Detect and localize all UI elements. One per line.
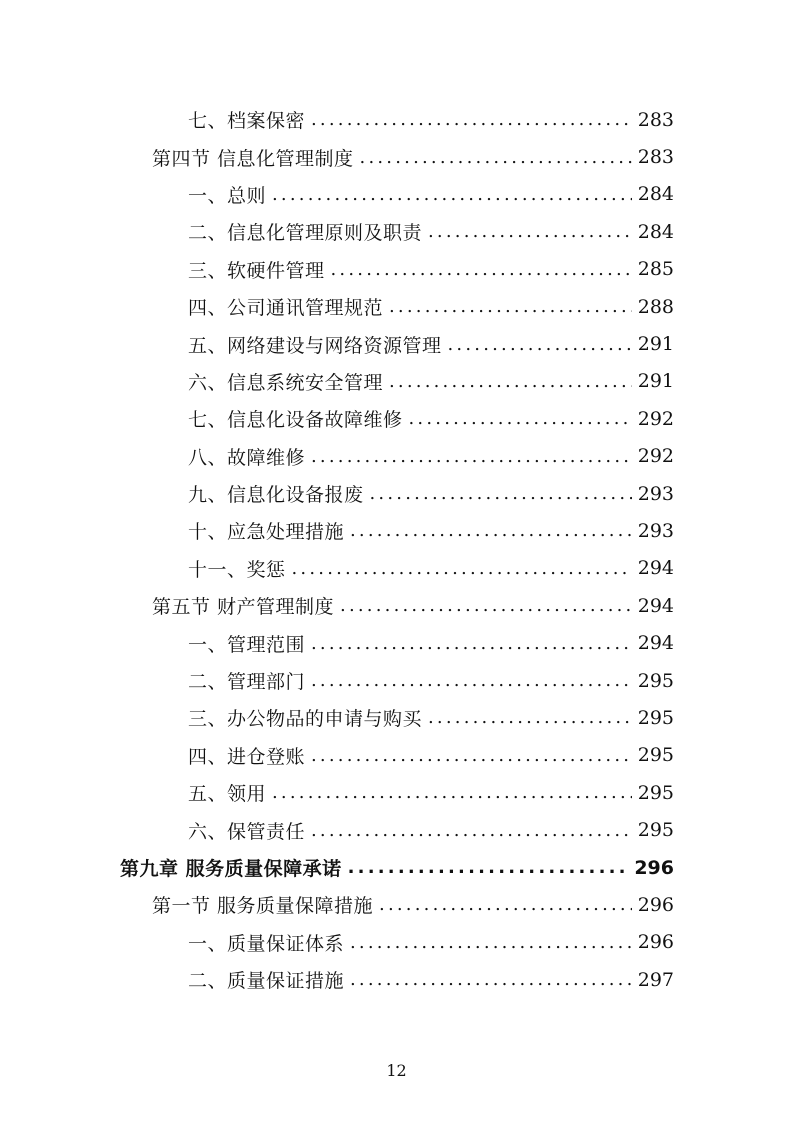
toc-entry-page: 291: [637, 370, 674, 393]
toc-entry-title: 八、故障维修: [188, 446, 306, 469]
toc-dot-leader: [428, 707, 632, 728]
toc-entry-page: 292: [637, 445, 674, 468]
toc-entry-title: 二、信息化管理原则及职责: [188, 222, 423, 245]
toc-entry-page: 292: [637, 407, 674, 430]
toc-entry-page: 296: [637, 931, 674, 954]
toc-entry-page: 296: [637, 893, 674, 916]
toc-subsection-entry[interactable]: [0, 325, 793, 362]
toc-section-entry[interactable]: [0, 138, 793, 175]
toc-section-entry[interactable]: [0, 886, 793, 923]
toc-entry-page: 283: [637, 108, 674, 131]
toc-dot-leader: [428, 221, 632, 242]
toc-entry-page: 295: [637, 706, 674, 729]
toc-entry-page: 295: [637, 819, 674, 842]
toc-entry-title: 五、领用: [188, 783, 267, 806]
toc-subsection-entry[interactable]: [0, 101, 793, 138]
toc-entry-page: 284: [637, 183, 674, 206]
toc-entry-title: 五、网络建设与网络资源管理: [188, 334, 442, 357]
toc-subsection-entry[interactable]: [0, 624, 793, 661]
toc-entry-title: 第九章 服务质量保障承诺: [120, 858, 342, 880]
toc-subsection-entry[interactable]: [0, 737, 793, 774]
toc-entry-page: 297: [637, 968, 674, 991]
toc-chapter-entry[interactable]: [0, 849, 793, 886]
toc-entry-page: 294: [637, 632, 674, 655]
toc-entry-title: 第四节 信息化管理制度: [152, 147, 354, 170]
toc-dot-leader: [350, 520, 632, 541]
toc-dot-leader: [311, 446, 632, 467]
toc-entry-page: 293: [637, 482, 674, 505]
toc-entry-page: 291: [637, 333, 674, 356]
table-of-contents: [0, 101, 793, 998]
toc-entry-page: 283: [637, 146, 674, 169]
toc-dot-leader: [272, 782, 632, 803]
toc-subsection-entry[interactable]: [0, 699, 793, 736]
toc-dot-leader: [311, 820, 632, 841]
toc-subsection-entry[interactable]: [0, 288, 793, 325]
toc-dot-leader: [370, 483, 632, 504]
toc-dot-leader: [379, 894, 632, 915]
toc-entry-title: 九、信息化设备报废: [188, 484, 364, 507]
toc-entry-title: 十、应急处理措施: [188, 521, 345, 544]
toc-dot-leader: [389, 296, 632, 317]
toc-dot-leader: [331, 259, 632, 280]
toc-subsection-entry[interactable]: [0, 811, 793, 848]
toc-entry-title: 三、软硬件管理: [188, 259, 325, 282]
toc-subsection-entry[interactable]: [0, 924, 793, 961]
toc-dot-leader: [448, 334, 632, 355]
toc-subsection-entry[interactable]: [0, 512, 793, 549]
toc-entry-page: 284: [637, 220, 674, 243]
toc-entry-title: 六、信息系统安全管理: [188, 371, 384, 394]
toc-dot-leader: [340, 595, 632, 616]
toc-entry-title: 四、公司通讯管理规范: [188, 297, 384, 320]
toc-subsection-entry[interactable]: [0, 251, 793, 288]
toc-entry-page: 294: [637, 557, 674, 580]
toc-dot-leader: [389, 371, 632, 392]
toc-entry-title: 七、档案保密: [188, 110, 306, 133]
toc-dot-leader: [360, 147, 632, 168]
toc-dot-leader: [409, 408, 632, 429]
toc-entry-page: 285: [637, 258, 674, 281]
toc-entry-title: 一、质量保证体系: [188, 932, 345, 955]
page-number: 12: [386, 1061, 407, 1080]
toc-subsection-entry[interactable]: [0, 363, 793, 400]
toc-dot-leader: [311, 109, 632, 130]
toc-entry-title: 三、办公物品的申请与购买: [188, 708, 423, 731]
toc-subsection-entry[interactable]: [0, 176, 793, 213]
toc-entry-title: 七、信息化设备故障维修: [188, 409, 403, 432]
toc-dot-leader: [350, 969, 632, 990]
toc-subsection-entry[interactable]: [0, 438, 793, 475]
toc-entry-title: 四、进仓登账: [188, 745, 306, 768]
toc-entry-page: 293: [637, 519, 674, 542]
toc-dot-leader: [350, 932, 632, 953]
toc-dot-leader: [348, 857, 629, 878]
toc-entry-title: 二、质量保证措施: [188, 970, 345, 993]
toc-entry-page: 295: [637, 781, 674, 804]
toc-entry-page: 288: [637, 295, 674, 318]
toc-subsection-entry[interactable]: [0, 662, 793, 699]
toc-entry-title: 第一节 服务质量保障措施: [152, 895, 374, 918]
toc-subsection-entry[interactable]: [0, 550, 793, 587]
toc-dot-leader: [272, 184, 632, 205]
toc-entry-title: 六、保管责任: [188, 820, 306, 843]
toc-subsection-entry[interactable]: [0, 961, 793, 998]
toc-entry-page: 296: [634, 856, 674, 879]
toc-subsection-entry[interactable]: [0, 475, 793, 512]
toc-section-entry[interactable]: [0, 587, 793, 624]
toc-entry-title: 二、管理部门: [188, 671, 306, 694]
toc-entry-page: 295: [637, 744, 674, 767]
toc-subsection-entry[interactable]: [0, 213, 793, 250]
toc-subsection-entry[interactable]: [0, 400, 793, 437]
toc-entry-page: 295: [637, 669, 674, 692]
toc-dot-leader: [292, 558, 632, 579]
toc-dot-leader: [311, 745, 632, 766]
toc-subsection-entry[interactable]: [0, 774, 793, 811]
toc-entry-title: 一、总则: [188, 184, 267, 207]
toc-entry-title: 一、管理范围: [188, 633, 306, 656]
toc-dot-leader: [311, 670, 632, 691]
toc-entry-page: 294: [637, 594, 674, 617]
toc-entry-title: 十一、奖惩: [188, 558, 286, 581]
toc-dot-leader: [311, 633, 632, 654]
toc-entry-title: 第五节 财产管理制度: [152, 596, 335, 619]
